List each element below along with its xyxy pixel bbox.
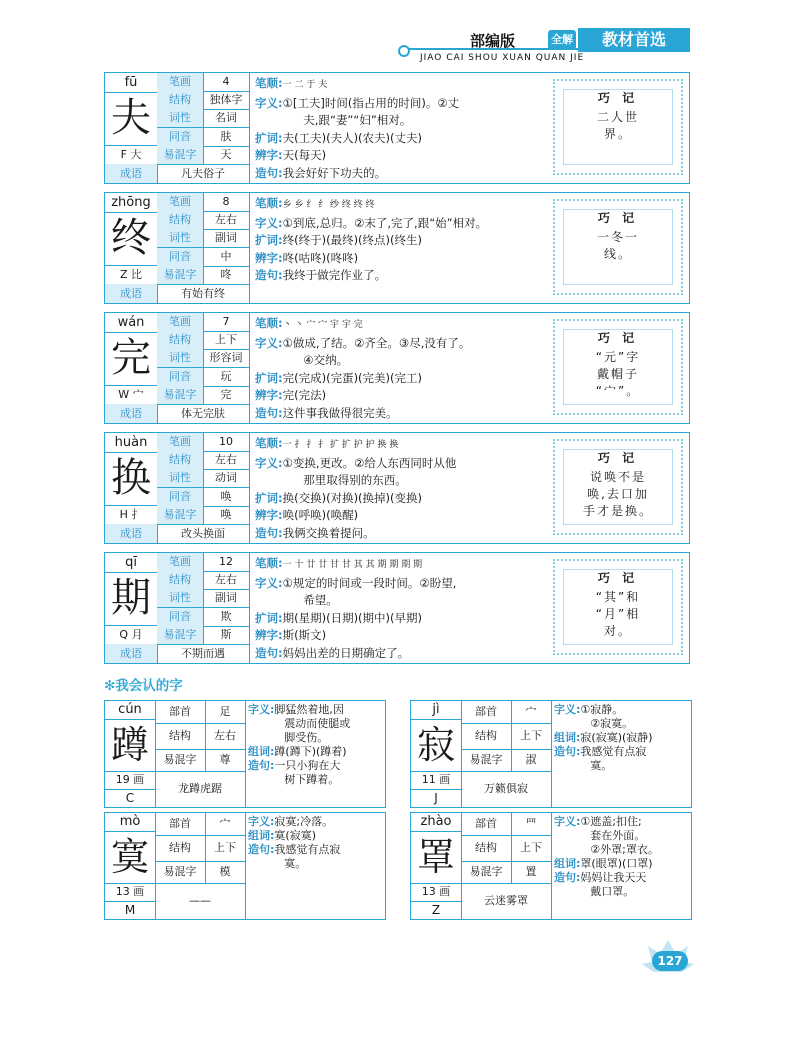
card-line: ②寂寞。 <box>590 717 634 730</box>
idiom-label: 成语 <box>105 404 158 423</box>
radical-label: 部首 <box>461 813 512 836</box>
part-of-speech-label: 词性 <box>157 109 204 128</box>
index-letter: W 宀 <box>105 385 158 405</box>
card-line: 造句:妈妈让我天天 <box>554 871 647 884</box>
sentence-label: 造句: <box>255 268 283 282</box>
expand-label: 扩词: <box>255 610 283 625</box>
stroke-count-value: 10 <box>203 433 249 452</box>
char-info <box>105 433 249 543</box>
recognition-card <box>104 812 386 920</box>
idiom-label: 成语 <box>105 524 158 543</box>
meaning-label: 字义: <box>255 575 283 590</box>
card-line: 字义:脚猛然着地,因 <box>248 703 344 716</box>
radical-value: 宀 <box>511 701 551 724</box>
index-letter: F 大 <box>105 145 158 165</box>
part-of-speech-value: 副词 <box>203 589 249 608</box>
memory-tip-title: 巧 记 <box>597 211 639 225</box>
homophone-label: 同音 <box>157 608 204 627</box>
card-line: 造句:一只小狗在大 <box>248 759 341 772</box>
memo-line: 对。 <box>603 624 632 638</box>
structure-value: 上下 <box>511 723 551 750</box>
distinguish-label: 辨字: <box>255 508 283 522</box>
page-number: 127 <box>652 951 688 971</box>
structure-label: 结构 <box>155 723 206 750</box>
book-logo: 全解 <box>548 30 576 50</box>
card-line: 寞。 <box>590 759 613 772</box>
confusable-label: 易混字 <box>461 861 512 884</box>
character: 寞 <box>105 831 156 884</box>
stroke-count-label: 笔画 <box>157 73 204 92</box>
meaning-label: 字义: <box>255 455 283 470</box>
char-details <box>255 435 543 542</box>
card-line: 寞。 <box>284 857 307 870</box>
expand-label: 扩词: <box>255 490 283 505</box>
header-dot <box>398 45 410 57</box>
memo-line: 戴帽子 <box>596 367 639 381</box>
card-line: 树下蹲着。 <box>284 773 340 786</box>
distinguish-words: 唤(呼唤)(唤醒) <box>282 508 359 522</box>
memory-tip-title: 巧 记 <box>597 571 639 585</box>
example-sentence: 我会好好下功夫的。 <box>282 165 387 180</box>
divider <box>249 313 250 423</box>
idiom-value: 凡夫俗子 <box>181 167 225 180</box>
recognition-card <box>410 812 692 920</box>
structure-value: 左右 <box>203 571 249 590</box>
idiom-label: 成语 <box>105 164 158 183</box>
homophone-label: 同音 <box>157 248 204 267</box>
pinyin: jì <box>411 701 462 720</box>
example-sentence: 我终于做完作业了。 <box>282 268 387 282</box>
example-sentence: 妈妈出差的日期确定了。 <box>282 645 410 660</box>
radical-value: 宀 <box>205 813 245 836</box>
meaning-line: 字义:①[工夫]时间(指占用的时间)。②丈 <box>255 95 460 110</box>
stroke-order: 乡 乡 纟 纟 纱 终 终 终 <box>282 200 375 210</box>
memory-tip-box <box>553 439 683 535</box>
structure-label: 结构 <box>157 91 204 110</box>
memo-line: 手才是换。 <box>582 504 653 518</box>
meaning-label: 字义: <box>255 215 283 230</box>
memo-line: 界。 <box>603 127 632 141</box>
stroke-count-label: 笔画 <box>157 193 204 212</box>
pinyin: wán <box>105 313 158 333</box>
structure-label: 结构 <box>461 723 512 750</box>
card-line: 造句:我感觉有点寂 <box>248 843 341 856</box>
memo-line: “宀”。 <box>595 384 641 398</box>
divider <box>249 433 250 543</box>
character: 罩 <box>411 831 462 884</box>
structure-value: 独体字 <box>203 91 249 110</box>
card-line: ②外罩;罩衣。 <box>590 843 659 856</box>
part-of-speech-value: 动词 <box>203 469 249 488</box>
recognition-card <box>410 700 692 808</box>
structure-label: 结构 <box>157 571 204 590</box>
structure-value: 左右 <box>203 211 249 230</box>
structure-value: 上下 <box>203 331 249 350</box>
part-of-speech-value: 形容词 <box>203 349 249 368</box>
confusable-value: 模 <box>205 861 245 884</box>
pinyin: qī <box>105 553 158 573</box>
stroke-order: 一 扌 扌 扌 扩 扩 护 护 换 换 <box>282 440 399 450</box>
meaning-line: 字义:①做成,了结。②齐全。③尽,没有了。 <box>255 335 471 350</box>
character-card <box>104 72 690 184</box>
radical: 宀 <box>132 388 144 401</box>
radical: 大 <box>130 148 142 161</box>
expand-label: 扩词: <box>255 233 283 247</box>
index-letter: Z 比 <box>105 265 158 285</box>
character-card <box>104 432 690 544</box>
radical-label: 部首 <box>155 701 206 724</box>
index-letter: C <box>105 789 156 807</box>
part-of-speech-value: 名词 <box>203 109 249 128</box>
confusable-label: 易混字 <box>461 749 512 772</box>
char-details <box>255 75 543 182</box>
meaning-line: 夫,跟“妻”“妇”相对。 <box>303 113 412 127</box>
radical: 扌 <box>131 508 143 521</box>
stroke-count: 13 画 <box>105 883 156 902</box>
stroke-count-value: 12 <box>203 553 249 572</box>
homophone-value: 中 <box>203 248 249 267</box>
stroke-count: 19 画 <box>105 771 156 790</box>
recognition-card <box>104 700 386 808</box>
expand-words: 终(终于)(最终)(终点)(终生) <box>282 233 423 247</box>
stroke-order-label: 笔顺: <box>255 76 283 90</box>
idiom-value: 万籁俱寂 <box>484 782 528 795</box>
char-details <box>554 703 690 773</box>
confusable-label: 易混字 <box>155 749 206 772</box>
stroke-count-label: 笔画 <box>157 553 204 572</box>
idiom-value: 龙蹲虎踞 <box>178 782 222 795</box>
index-letter: H 扌 <box>105 505 158 525</box>
distinguish-label: 辨字: <box>255 628 283 642</box>
char-details <box>248 815 384 871</box>
character-card <box>104 552 690 664</box>
pinyin: huàn <box>105 433 158 453</box>
card-line: 脚受伤。 <box>284 731 329 744</box>
divider <box>249 193 250 303</box>
series-title: 教材首选 <box>578 28 690 52</box>
expand-words: 换(交换)(对换)(换掉)(变换) <box>282 490 423 505</box>
pinyin: zhào <box>411 813 462 832</box>
meaning-line: 字义:①变换,更改。②给人东西同时从他 <box>255 455 457 470</box>
part-of-speech-label: 词性 <box>157 349 204 368</box>
memory-tip-text <box>567 229 669 263</box>
series-subtitle: JIAO CAI SHOU XUAN QUAN JIE <box>420 53 585 63</box>
expand-label: 扩词: <box>255 130 283 145</box>
card-line: 戴口罩。 <box>590 885 635 898</box>
character: 期 <box>105 572 158 626</box>
structure-label: 结构 <box>157 211 204 230</box>
confusable-char-value: 咚 <box>203 266 249 285</box>
memo-line: 线。 <box>603 247 632 261</box>
memory-tip-title: 巧 记 <box>597 91 639 105</box>
memory-tip-text <box>567 469 669 520</box>
stroke-count-label: 笔画 <box>157 313 204 332</box>
distinguish-words: 完(完法) <box>282 388 327 402</box>
radical: 比 <box>131 268 143 281</box>
stroke-order-label: 笔顺: <box>255 316 283 330</box>
confusable-value: 淑 <box>511 749 551 772</box>
distinguish-words: 天(每天) <box>282 148 327 162</box>
sentence-label: 造句: <box>255 165 283 180</box>
card-line: 字义:寂寞;冷落。 <box>248 815 334 828</box>
character: 完 <box>105 332 158 386</box>
confusable-value: 置 <box>511 861 551 884</box>
homophone-value: 玩 <box>203 368 249 387</box>
stroke-order: 一 二 于 夫 <box>282 80 328 90</box>
char-info <box>105 313 249 423</box>
sentence-label: 造句: <box>255 645 283 660</box>
page-header <box>0 28 800 68</box>
confusable-char-label: 易混字 <box>157 626 204 645</box>
divider <box>249 73 250 183</box>
memo-line: 一冬一 <box>596 230 639 244</box>
edition-label: 部编版 <box>470 32 516 50</box>
structure-label: 结构 <box>461 835 512 862</box>
memory-tip-title: 巧 记 <box>597 331 639 345</box>
stroke-count-value: 4 <box>203 73 249 92</box>
pinyin: zhōng <box>105 193 158 213</box>
idiom-value: 不期而遇 <box>181 647 225 660</box>
stroke-count-value: 8 <box>203 193 249 212</box>
card-line: 组词:蹲(蹲下)(蹲着) <box>248 745 347 758</box>
homophone-label: 同音 <box>157 368 204 387</box>
character: 蹲 <box>105 719 156 772</box>
idiom-value: —— <box>189 894 211 907</box>
structure-label: 结构 <box>157 331 204 350</box>
confusable-label: 易混字 <box>155 861 206 884</box>
character-card <box>104 312 690 424</box>
character: 夫 <box>105 92 158 146</box>
section-heading: ✻我会认的字 <box>104 678 183 694</box>
example-sentence: 我俩交换着提问。 <box>282 525 375 540</box>
memo-line: 说唤不是 <box>589 470 646 484</box>
distinguish-label: 辨字: <box>255 250 283 265</box>
confusable-char-label: 易混字 <box>157 386 204 405</box>
expand-words: 完(完成)(完蛋)(完美)(完工) <box>282 370 423 385</box>
part-of-speech-value: 副词 <box>203 229 249 248</box>
confusable-char-value: 唤 <box>203 506 249 525</box>
char-details <box>255 195 543 285</box>
structure-value: 左右 <box>205 723 245 750</box>
meaning-label: 字义: <box>255 335 283 350</box>
char-details <box>554 815 690 899</box>
memory-tip-text <box>567 349 669 400</box>
distinguish-label: 辨字: <box>255 388 283 402</box>
confusable-value: 尊 <box>205 749 245 772</box>
homophone-label: 同音 <box>157 128 204 147</box>
memo-line: “月”相 <box>595 607 641 621</box>
sentence-label: 造句: <box>255 525 283 540</box>
distinguish-words: 咚(咕咚)(咚咚) <box>282 250 359 265</box>
memory-tip-box <box>553 79 683 175</box>
sentence-label: 造句: <box>255 405 283 420</box>
memo-line: 唤,去口加 <box>587 487 649 501</box>
idiom-value: 体无完肤 <box>181 407 225 420</box>
idiom-value: 有始有终 <box>181 287 225 300</box>
char-details <box>255 315 543 422</box>
divider <box>245 813 246 919</box>
radical-value: 足 <box>205 701 245 724</box>
card-line: 组词:寞(寂寞) <box>248 829 316 842</box>
char-info <box>105 193 249 303</box>
divider <box>551 701 552 807</box>
confusable-char-label: 易混字 <box>157 506 204 525</box>
expand-words: 期(星期)(日期)(期中)(早期) <box>282 610 423 625</box>
idiom-value: 改头换面 <box>181 527 225 540</box>
memory-tip-text <box>567 109 669 143</box>
stroke-order: 一 十 廿 廿 甘 甘 其 其 期 期 期 期 <box>282 560 423 570</box>
part-of-speech-label: 词性 <box>157 589 204 608</box>
stroke-count: 13 画 <box>411 883 462 902</box>
homophone-value: 欺 <box>203 608 249 627</box>
idiom-label: 成语 <box>105 284 158 303</box>
homophone-value: 肤 <box>203 128 249 147</box>
confusable-char-label: 易混字 <box>157 266 204 285</box>
char-details <box>255 555 543 662</box>
memory-tip-title: 巧 记 <box>597 451 639 465</box>
pinyin: mò <box>105 813 156 832</box>
idiom-label: 成语 <box>105 644 158 663</box>
index-letter: Q 月 <box>105 625 158 645</box>
structure-value: 上下 <box>511 835 551 862</box>
homophone-label: 同音 <box>157 488 204 507</box>
index-letter: M <box>105 901 156 919</box>
part-of-speech-label: 词性 <box>157 469 204 488</box>
meaning-line: 字义:①规定的时间或一段时间。②盼望, <box>255 575 457 590</box>
expand-label: 扩词: <box>255 370 283 385</box>
memory-tip-box <box>553 559 683 655</box>
card-line: 组词:罩(眼罩)(口罩) <box>554 857 653 870</box>
pinyin: fū <box>105 73 158 93</box>
part-of-speech-label: 词性 <box>157 229 204 248</box>
memo-line: “其”和 <box>595 590 641 604</box>
structure-value: 左右 <box>203 451 249 470</box>
expand-words: 夫(工夫)(夫人)(农夫)(丈夫) <box>282 130 423 145</box>
homophone-value: 唤 <box>203 488 249 507</box>
meaning-line: 字义:①到底,总归。②末了,完了,跟“始”相对。 <box>255 215 488 230</box>
stroke-count: 11 画 <box>411 771 462 790</box>
structure-value: 上下 <box>205 835 245 862</box>
pinyin: cún <box>105 701 156 720</box>
divider <box>245 701 246 807</box>
confusable-char-value: 天 <box>203 146 249 165</box>
meaning-line: 那里取得别的东西。 <box>303 473 407 487</box>
memo-line: 二人世 <box>596 110 639 124</box>
radical-label: 部首 <box>155 813 206 836</box>
meaning-line: ④交纳。 <box>303 353 349 367</box>
char-info <box>105 553 249 663</box>
stroke-order-label: 笔顺: <box>255 556 283 570</box>
distinguish-label: 辨字: <box>255 148 283 162</box>
confusable-char-value: 斯 <box>203 626 249 645</box>
structure-label: 结构 <box>157 451 204 470</box>
index-letter: J <box>411 789 462 807</box>
card-line: 字义:①遮盖;扣住; <box>554 815 642 828</box>
stroke-count-label: 笔画 <box>157 433 204 452</box>
stroke-order: 丶 丶 宀 宀 宇 宇 完 <box>282 320 363 330</box>
distinguish-words: 斯(斯文) <box>282 628 327 642</box>
char-details <box>248 703 384 787</box>
stroke-order-label: 笔顺: <box>255 196 283 210</box>
card-line: 造句:我感觉有点寂 <box>554 745 647 758</box>
stroke-order-label: 笔顺: <box>255 436 283 450</box>
card-line: 套在外面。 <box>590 829 646 842</box>
memory-tip-text <box>567 589 669 640</box>
index-letter: Z <box>411 901 462 919</box>
divider <box>551 813 552 919</box>
meaning-label: 字义: <box>255 95 283 110</box>
card-line: 组词:寂(寂寞)(寂静) <box>554 731 653 744</box>
card-line: 字义:①寂静。 <box>554 703 624 716</box>
memory-tip-box <box>553 199 683 295</box>
character: 寂 <box>411 719 462 772</box>
character: 换 <box>105 452 158 506</box>
radical: 月 <box>131 628 143 641</box>
radical-value: 罒 <box>511 813 551 836</box>
memo-line: “元”字 <box>595 350 641 364</box>
radical-label: 部首 <box>461 701 512 724</box>
confusable-char-label: 易混字 <box>157 146 204 165</box>
stroke-count-value: 7 <box>203 313 249 332</box>
memory-tip-box <box>553 319 683 415</box>
structure-label: 结构 <box>155 835 206 862</box>
character-card <box>104 192 690 304</box>
example-sentence: 这件事我做得很完美。 <box>282 405 398 420</box>
char-info <box>105 73 249 183</box>
confusable-char-value: 完 <box>203 386 249 405</box>
idiom-value: 云迷雾罩 <box>484 894 528 907</box>
card-line: 震动而使腿或 <box>284 717 351 730</box>
character: 终 <box>105 212 158 266</box>
meaning-line: 希望。 <box>303 593 338 607</box>
divider <box>249 553 250 663</box>
